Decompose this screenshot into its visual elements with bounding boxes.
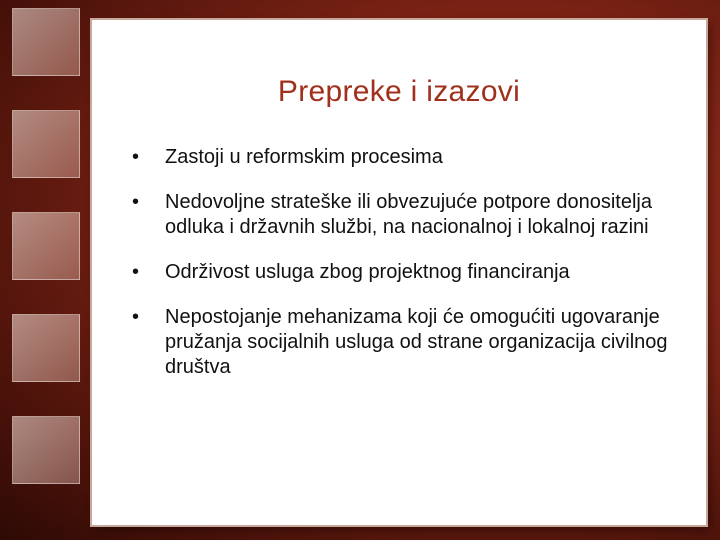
bullet-icon: • xyxy=(132,146,140,168)
background-tile xyxy=(12,8,80,76)
bullet-item xyxy=(132,190,692,240)
bullet-item xyxy=(132,145,692,170)
background-tile xyxy=(12,416,80,484)
bullet-text: Zastoji u reformskim procesima xyxy=(165,146,443,168)
bullet-text: Održivost usluga zbog projektnog financiranja xyxy=(165,261,570,283)
bullet-icon: • xyxy=(132,191,140,213)
bullet-text: Nedovoljne strateške ili obvezujuće potpore donositelja odluka i državnih službi, na nacionalnoj i lokalnoj razini xyxy=(165,191,652,238)
bullet-item xyxy=(132,260,692,285)
bullet-list xyxy=(132,145,692,400)
slide-title: Prepreke i izazovi xyxy=(277,75,521,108)
bullet-icon: • xyxy=(132,261,140,283)
bullet-item xyxy=(132,305,692,380)
bullet-text: Nepostojanje mehanizama koji će omogućiti ugovaranje pružanja socijalnih usluga od strane organizacija civilnog društva xyxy=(165,306,668,378)
background-tile xyxy=(12,314,80,382)
background-tile xyxy=(12,212,80,280)
bullet-icon: • xyxy=(132,306,140,328)
background-tile xyxy=(12,110,80,178)
slide-content-panel xyxy=(92,20,706,525)
